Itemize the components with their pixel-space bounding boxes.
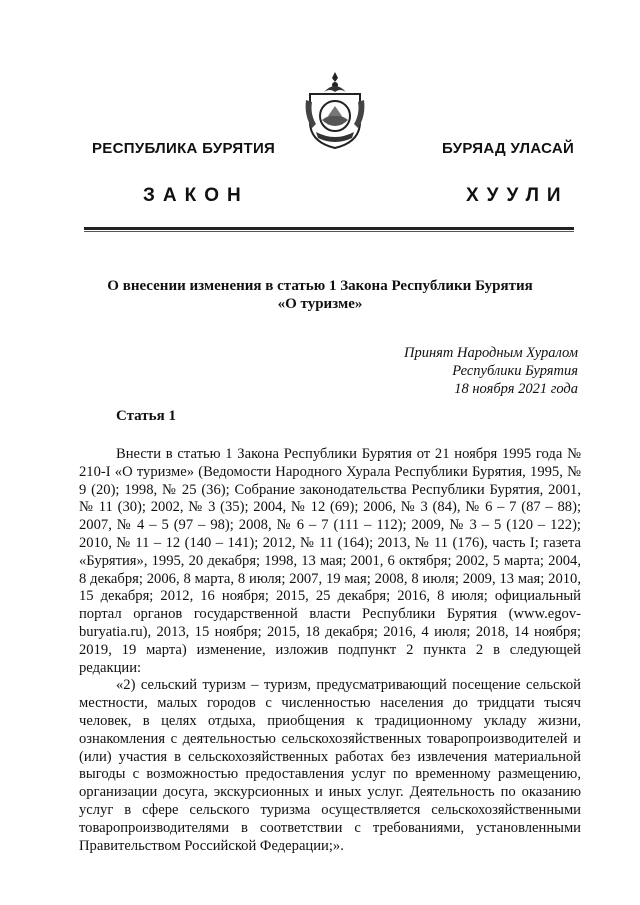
header-divider-thick	[84, 227, 574, 230]
adoption-note	[404, 344, 578, 398]
paragraph-rural-tourism-definition: «2) сельский туризм – туризм, предусматривающий посещение сельской местности, малых городов с численностью населения до тридцати тысяч человек, в целях отдыха, приобщения к традиционному укладу жизни, ознакомления с деятельностью сельскохозяйственных товаропроизводителей и (или) участия в сельскохозяйственных работах без извлечения материальной выгоды с возможностью предоставления услуг по временному размещению, организации досуга, экскурсионных и иных услуг. Деятельность по оказанию услуг в сфере сельского туризма осуществляется сельскохозяйственными товаропроизводителями в соответствии с требованиями, установленными Правительством Российской Федерации;».	[79, 677, 581, 854]
law-label-buryat: ХУУЛИ	[466, 185, 569, 206]
law-label-russian: ЗАКОН	[143, 185, 249, 206]
coat-of-arms-emblem	[302, 70, 368, 150]
header-divider-thin	[84, 231, 574, 232]
article-heading: Статья 1	[116, 408, 176, 424]
paragraph-amendment: Внести в статью 1 Закона Республики Бурятия от 21 ноября 1995 года № 210-I «О туризме» (Ведомости Народного Хурала Республики Бурятия, 1995, № 9 (20); 1998, № 25 (36); Собрание законодательства Республики Бурятия, 2001, № 11 (30); 2002, № 3 (35); 2004, № 12 (69); 2006, № 3 (84), № 6 – 7 (87 – 88); 2007, № 4 – 5 (97 – 98); 2008, № 6 – 7 (111 – 112); 2009, № 3 – 5 (120 – 122); 2010, № 11 – 12 (140 – 141); 2012, № 11 (164); 2013, № 11 (176), часть I; газета «Бурятия», 1995, 20 декабря; 1998, 13 мая; 2001, 6 октября; 2002, 5 марта; 2004, 8 декабря; 2006, 8 марта, 8 июля; 2007, 19 мая; 2008, 8 июля; 2009, 13 мая; 2010, 15 декабря; 2012, 16 ноября; 2015, 25 декабря; 2016, 8 июля; официальный портал органов государственной власти Республики Бурятия (www.egov-buryatia.ru), 2013, 15 ноября; 2015, 18 декабря; 2016, 4 июля; 2018, 14 ноября; 2019, 19 марта) изменение, изложив подпункт 2 пункта 2 в следующей редакции:	[79, 446, 581, 676]
header-right-republic-buryat: БУРЯАД УЛАСАЙ	[442, 140, 575, 157]
title-line-1: О внесении изменения в статью 1 Закона Республики Бурятия	[107, 278, 533, 294]
adoption-date: 18 ноября 2021 года	[454, 381, 578, 397]
document-title	[60, 277, 580, 313]
article-body	[79, 446, 581, 855]
title-line-2: «О туризме»	[277, 296, 363, 312]
adoption-line-2: Республики Бурятия	[452, 363, 578, 379]
adoption-line-1: Принят Народным Хуралом	[403, 345, 578, 361]
header-left-republic: РЕСПУБЛИКА БУРЯТИЯ	[92, 140, 276, 157]
